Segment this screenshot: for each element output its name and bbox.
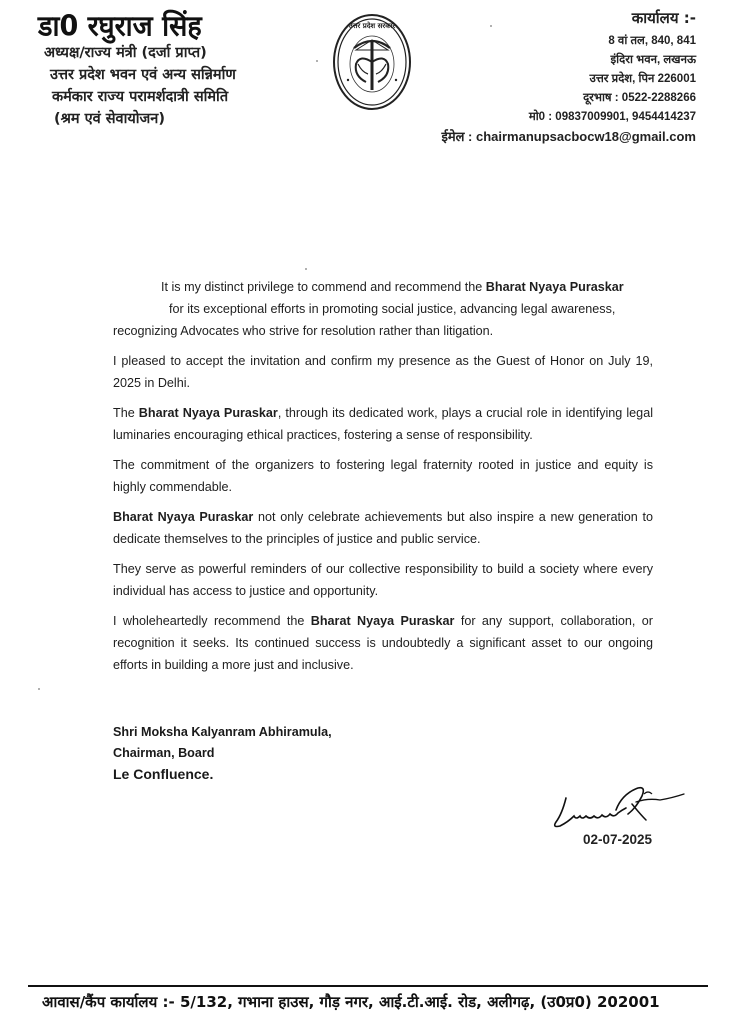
p7-text: for any support, collaboration, or recognition it seeks. Its continued success is undoubtedly a significant asset to our ongoing efforts in building a more just and inclusive. <box>113 614 653 672</box>
designation-line: कर्मकार राज्य परामर्शदात्री समिति <box>52 89 229 105</box>
paragraph-2: I pleased to accept the invitation and confirm my presence as the Guest of Honor on July 19, 2025 in Delhi. <box>113 354 653 390</box>
footer-address: आवास/कैंप कार्यालय :- 5/132, गभाना हाउस, गौड़ नगर, आई.टी.आई. रोड, अलीगढ़, (उ0प्र0) 202001 <box>42 993 660 1011</box>
p3-text: , through its dedicated work, plays a crucial role in identifying legal luminaries encouraging ethical practices, fostering a sense of responsibility. <box>113 406 653 442</box>
p7-text: I wholeheartedly recommend the <box>113 614 311 628</box>
award-name: Bharat Nyaya Puraskar <box>310 614 455 628</box>
paragraph-6: They serve as powerful reminders of our collective responsibility to build a society where every individual has access to justice and opportunity. <box>113 562 653 598</box>
office-email: ईमेल : chairmanupsacbocw18@gmail.com <box>441 129 696 144</box>
letterhead-designation <box>44 42 236 130</box>
designation-line: (श्रम एवं सेवायोजन) <box>54 111 165 127</box>
p1-text: It is my distinct privilege to commend and recommend the <box>161 280 486 294</box>
paragraph-7 <box>113 610 653 676</box>
designation-line: उत्तर प्रदेश भवन एवं अन्य सन्निर्माण <box>50 67 236 83</box>
recipient-org: Le Confluence. <box>113 766 214 782</box>
designation-line: अध्यक्ष/राज्य मंत्री (दर्जा प्राप्त) <box>44 45 207 61</box>
p5-text: not only celebrate achievements but also inspire a new generation to dedicate themselves to the principles of justice and public service. <box>113 510 653 546</box>
scan-speck <box>38 688 40 690</box>
letter-body <box>113 276 653 676</box>
scan-speck <box>305 268 307 270</box>
award-name: Bharat Nyaya Puraskar <box>113 510 254 524</box>
office-line: उत्तर प्रदेश, पिन 226001 <box>589 73 696 85</box>
award-name: Bharat Nyaya Puraskar <box>485 280 624 294</box>
p1-line2: for its exceptional efforts in promoting social justice, advancing legal awareness, <box>169 302 616 316</box>
office-label: कार्यालय :- <box>631 9 696 27</box>
office-phone: दूरभाष : 0522-2288266 <box>583 92 696 104</box>
recipient-title: Chairman, Board <box>113 746 215 760</box>
award-name: Bharat Nyaya Puraskar <box>138 406 278 420</box>
signature-icon <box>548 780 688 836</box>
recipient-name: Shri Moksha Kalyanram Abhiramula, <box>113 725 332 739</box>
p1-line3: recognizing Advocates who strive for resolution rather than litigation. <box>113 324 494 338</box>
paragraph-1 <box>113 276 653 342</box>
footer-divider <box>28 985 708 987</box>
scan-speck <box>316 60 318 62</box>
paragraph-4: The commitment of the organizers to fostering legal fraternity rooted in justice and equity is highly commendable. <box>113 458 653 494</box>
office-mobile: मो0 : 09837009901, 9454414237 <box>528 111 696 123</box>
office-line: इंदिरा भवन, लखनऊ <box>610 54 696 66</box>
paragraph-5 <box>113 506 653 550</box>
paragraph-3 <box>113 402 653 446</box>
office-address <box>441 8 696 146</box>
letterhead-name: डा0 रघुराज सिंह <box>38 10 202 43</box>
state-emblem-icon <box>332 12 412 112</box>
recipient-block <box>113 722 332 785</box>
p3-text: The <box>113 406 139 420</box>
signature-date: 02-07-2025 <box>583 832 653 847</box>
emblem-text: उत्तर प्रदेश सरकार <box>348 22 396 30</box>
office-line: 8 वां तल, 840, 841 <box>608 35 696 47</box>
scan-speck <box>490 25 492 27</box>
